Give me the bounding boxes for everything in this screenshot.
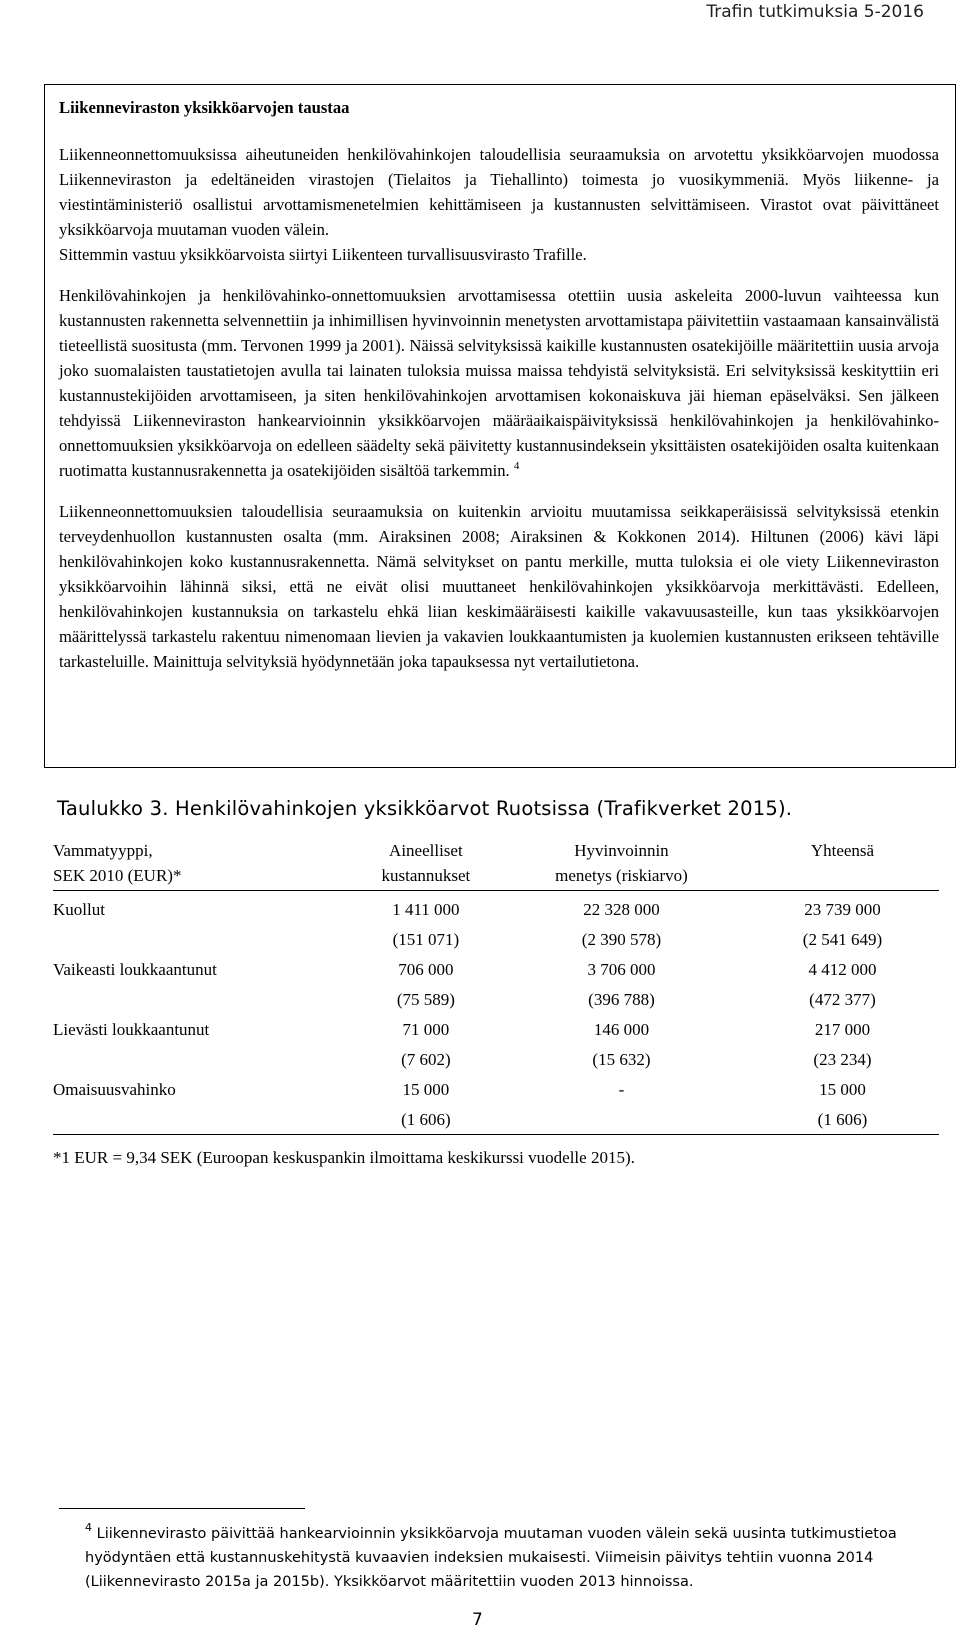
- box-paragraph-1-last-line: Sittemmin vastuu yksikköarvoista siirtyi Liikenteen turvallisuusvirasto Trafille.: [59, 245, 587, 264]
- box-paragraph-3: Liikenneonnettomuuksien taloudellisia seuraamuksia on kuitenkin arvioitu muutamissa seikkaperäisissä selvityksissä etenkin terveydenhuollon kustannusten osalta (mm. Airaksinen 2008; Airaksinen & Kokkonen 2014). Hiltunen (2006) kävi läpi henkilövahinkojen koko kustannusrakennetta. Nämä selvitykset on pantu merkille, mutta tuloksia ei ole viety Liikenneviraston yksikköarvoihin lähinnä siksi, että ne eivät olisi muuttaneet henkilövahinkojen yksikköarvoja merkittävästi. Edelleen, henkilövahinkojen kustannuksia on tarkastelu ehkä liian keskimääräisesti kaikille vakavuusasteille, kun taas yksikköarvojen määrittelyssä tarkastelu rakentuu nimenomaan lievien ja vakavien loukkaantumisten ja kuolemien kustannusten erikseen tehtäville tarkasteluille. Mainittuja selvityksiä hyödynnetään joka tapauksessa nyt vertailutietona.: [59, 502, 939, 671]
- table-row: Omaisuusvahinko 15 000 - 15 000: [53, 1080, 866, 1099]
- table-header-row: [53, 838, 939, 891]
- table-note: *1 EUR = 9,34 SEK (Euroopan keskuspankin ilmoittama keskikurssi vuodelle 2015).: [53, 1148, 635, 1167]
- table-caption: Taulukko 3. Henkilövahinkojen yksikköarvot Ruotsissa (Trafikverket 2015).: [57, 797, 793, 820]
- table-row: Lievästi loukkaantunut 71 000 146 000 217 000: [53, 1020, 871, 1039]
- footnote-line-1: $^4$ Liikennevirasto päivittää hankearvioinnin yksikköarvoja muutaman vuoden välein sekä uusinta tutkimustietoa: [85, 1521, 897, 1542]
- table-row: Kuollut 1 411 000 22 328 000 23 739 000: [53, 900, 881, 919]
- header-material-costs: Aineelliset kustannukset: [381, 841, 471, 885]
- unit-values-table: [53, 838, 939, 1135]
- table-row: Vaikeasti loukkaantunut 706 000 3 706 000 4 412 000: [53, 960, 877, 979]
- footnote-number: 4: [85, 1521, 92, 1534]
- box-paragraph-2-text: Henkilövahinkojen ja henkilövahinko-onnettomuuksien arvottamisessa otettiin uusia askeleita 2000-luvun vaihteessa kun kustannusten rakennetta selvennettiin ja inhimillisen hyvinvoinnin menetysten arvottamistapa päivitettiin vastaamaan kansainvälistä tieteellistä suositusta (mm. Tervonen 1999 ja 2001). Näissä selvityksissä kaikille kustannusten osatekijöille määritettiin uusia arvoja joko suomalaisten taustatietojen avulla tai lainaten tuloksia muissa maissa tehdyistä selvityksistä. Eri selvityksissä keskityttiin eri kustannustekijöiden arvottamiseen, ja siten henkilövahinkojen arvottamisen kokonaiskuva jäi hieman epäselväksi. Sen jälkeen tehdyissä Liikenneviraston hankearvioinnin yksikköarvojen määräaikaispäivityksissä henkilövahinkojen ja henkilövahinko-onnettomuuksien yksikköarvoja on edelleen säädelty sekä päivitetty kustannusindeksein yksittäisten osatekijöiden osalta kuitenkaan ruotimatta kustannusrakennetta ja osatekijöiden sisältöä tarkemmin.: [59, 286, 939, 480]
- footnote: [85, 1522, 945, 1594]
- footnote-reference[interactable]: 4: [513, 460, 520, 472]
- table-row: (7 602) (15 632) (23 234): [401, 1050, 872, 1069]
- box-paragraph-1: [59, 142, 939, 267]
- page-number: 7: [472, 1610, 483, 1630]
- footnote-line-2: hyödyntäen että kustannuskehitystä kuvaavien indeksien mukaisesti. Viimeisin päivitys tehtiin vuonna 2014: [85, 1550, 874, 1566]
- box-title: Liikenneviraston yksikköarvojen taustaa: [59, 98, 350, 117]
- box-paragraph-2: [59, 283, 939, 483]
- header-injury-type: Vammatyyppi, SEK 2010 (EUR)*: [53, 841, 182, 885]
- header-welfare-loss: Hyvinvoinnin menetys (riskiarvo): [555, 841, 688, 885]
- table-row: (75 589) (396 788) (472 377): [396, 990, 876, 1009]
- footnote-line-3: (Liikennevirasto 2015a ja 2015b). Yksikköarvot määritettiin vuoden 2013 hinnoissa.: [85, 1574, 694, 1590]
- footnote-divider: [59, 1508, 305, 1509]
- running-header: Trafin tutkimuksia 5-2016: [706, 2, 924, 22]
- table-row: (151 071) (2 390 578) (2 541 649): [392, 930, 883, 949]
- box-paragraph-1-text: Liikenneonnettomuuksissa aiheutuneiden henkilövahinkojen taloudellisia seuraamuksia on arvotettu yksikköarvojen muodossa Liikenneviraston ja edeltäneiden virastojen (Tielaitos ja Tiehallinto) toimesta jo vuosikymmeniä. Myös liikenne- ja viestintäministeriö osallistui arvottamismenetelmien kehittämiseen ja kustannusten selvittämiseen. Virastot ovat päivittäneet yksikköarvoja muutaman vuoden välein.: [59, 145, 939, 239]
- header-total: Yhteensä: [810, 841, 875, 860]
- table-row: (1 606) (1 606): [53, 1107, 939, 1135]
- info-box: [44, 84, 956, 768]
